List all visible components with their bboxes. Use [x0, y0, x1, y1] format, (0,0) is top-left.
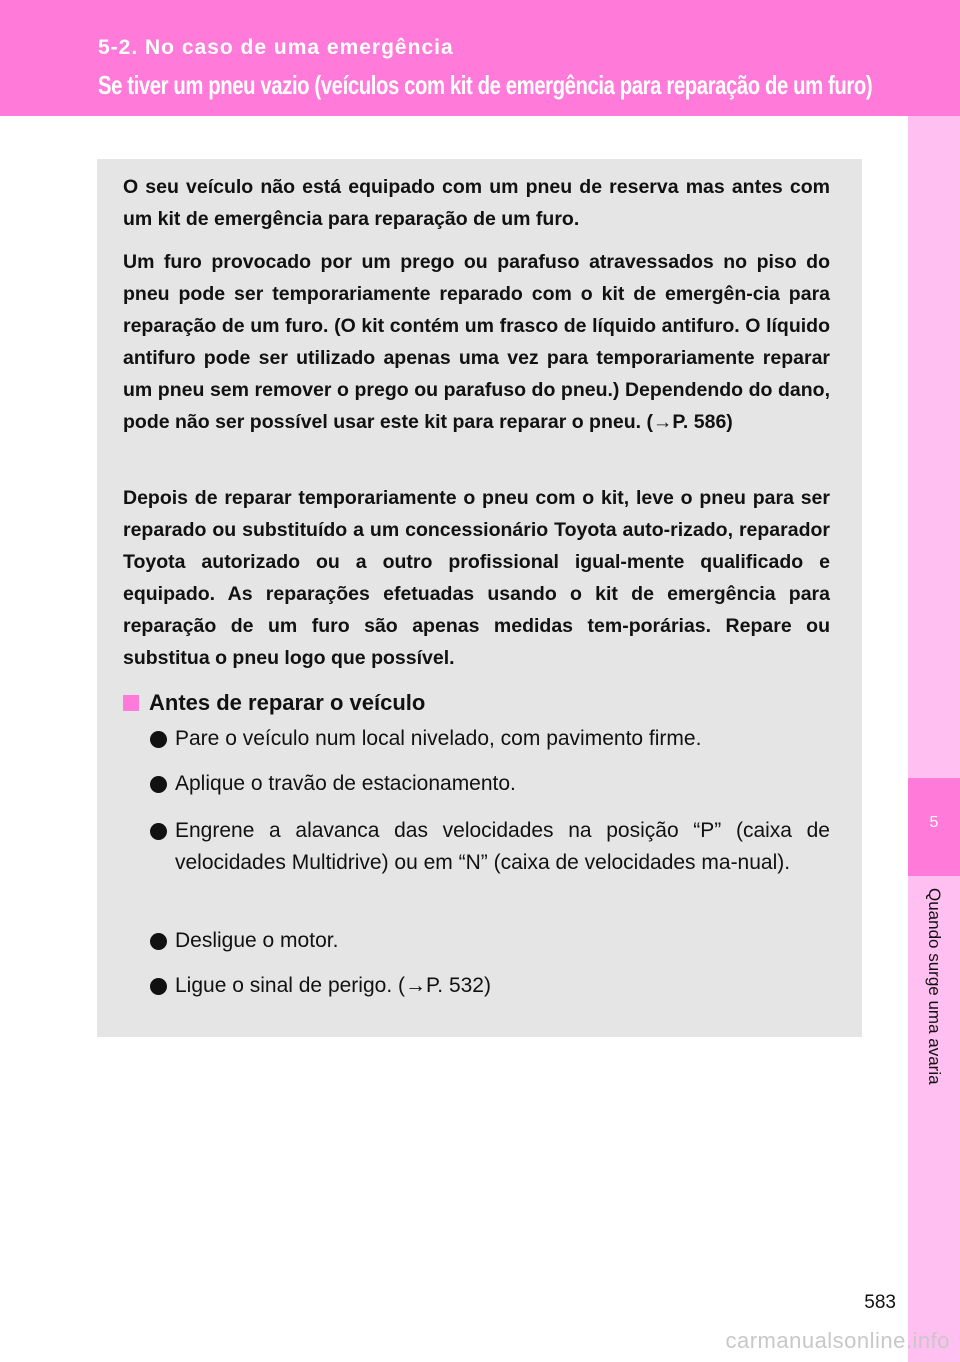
list-item — [150, 768, 830, 800]
watermark: carmanualsonline.info — [725, 1328, 950, 1353]
repair-paragraph: Um furo provocado por um prego ou parafuso atravessados no piso do pneu pode ser temporariamente reparado com o kit de emergên-cia para reparação de um furo. (O kit contém um frasco de líquido antifuro. O líquido antifuro pode ser utilizado apenas uma vez para temporariamente reparar um pneu sem remover o prego ou parafuso do pneu.) Dependendo do dano, pode não ser possível usar este kit para reparar o pneu. (→P. 586) — [123, 251, 830, 433]
bullet-dot-icon — [150, 823, 167, 840]
page-number: 583 — [864, 1292, 896, 1313]
list-item-text: Pare o veículo num local nivelado, com pavimento firme. — [175, 727, 702, 750]
bullet-dot-icon — [150, 776, 167, 793]
subheading-text: Antes de reparar o veículo — [149, 690, 426, 715]
intro-paragraph: O seu veículo não está equipado com um pneu de reserva mas antes com um kit de emergência para reparação de um furo. — [123, 176, 830, 230]
list-item-text: Aplique o travão de estacionamento. — [175, 772, 516, 795]
list-item — [150, 925, 830, 957]
square-bullet-icon — [123, 695, 139, 711]
page-header — [0, 0, 960, 116]
subheading — [123, 688, 425, 718]
bullet-dot-icon — [150, 978, 167, 995]
list-item-text: Desligue o motor. — [175, 929, 339, 952]
bullet-dot-icon — [150, 933, 167, 950]
after-repair-paragraph: Depois de reparar temporariamente o pneu com o kit, leve o pneu para ser reparado ou substituído a um concessionário Toyota auto-rizado, reparador Toyota autorizado ou a outro profissional igual-mente qualificado e equipado. As reparações efetuadas usando o kit de emergência para reparação de um furo são apenas medidas tem-porárias. Repare ou substitua o pneu logo que possível. — [123, 487, 830, 669]
list-item-text: Ligue o sinal de perigo. (→P. 532) — [175, 974, 491, 997]
page-title: Se tiver um pneu vazio (veículos com kit de emergência para reparação de um furo) — [98, 70, 873, 100]
list-item-text: Engrene a alavanca das velocidades na posição “P” (caixa de velocidades Multidrive) ou em “N” (caixa de velocidades ma-nual). — [175, 819, 830, 874]
bullet-dot-icon — [150, 731, 167, 748]
list-item — [150, 815, 830, 879]
chapter-number-box — [908, 778, 960, 876]
chapter-title: Quando surge uma avaria — [925, 888, 944, 1085]
list-item — [150, 970, 830, 1002]
section-label: 5-2. No caso de uma emergência — [98, 36, 454, 59]
list-item — [150, 723, 830, 755]
chapter-number: 5 — [929, 814, 939, 831]
chapter-side-tab — [908, 116, 960, 1362]
